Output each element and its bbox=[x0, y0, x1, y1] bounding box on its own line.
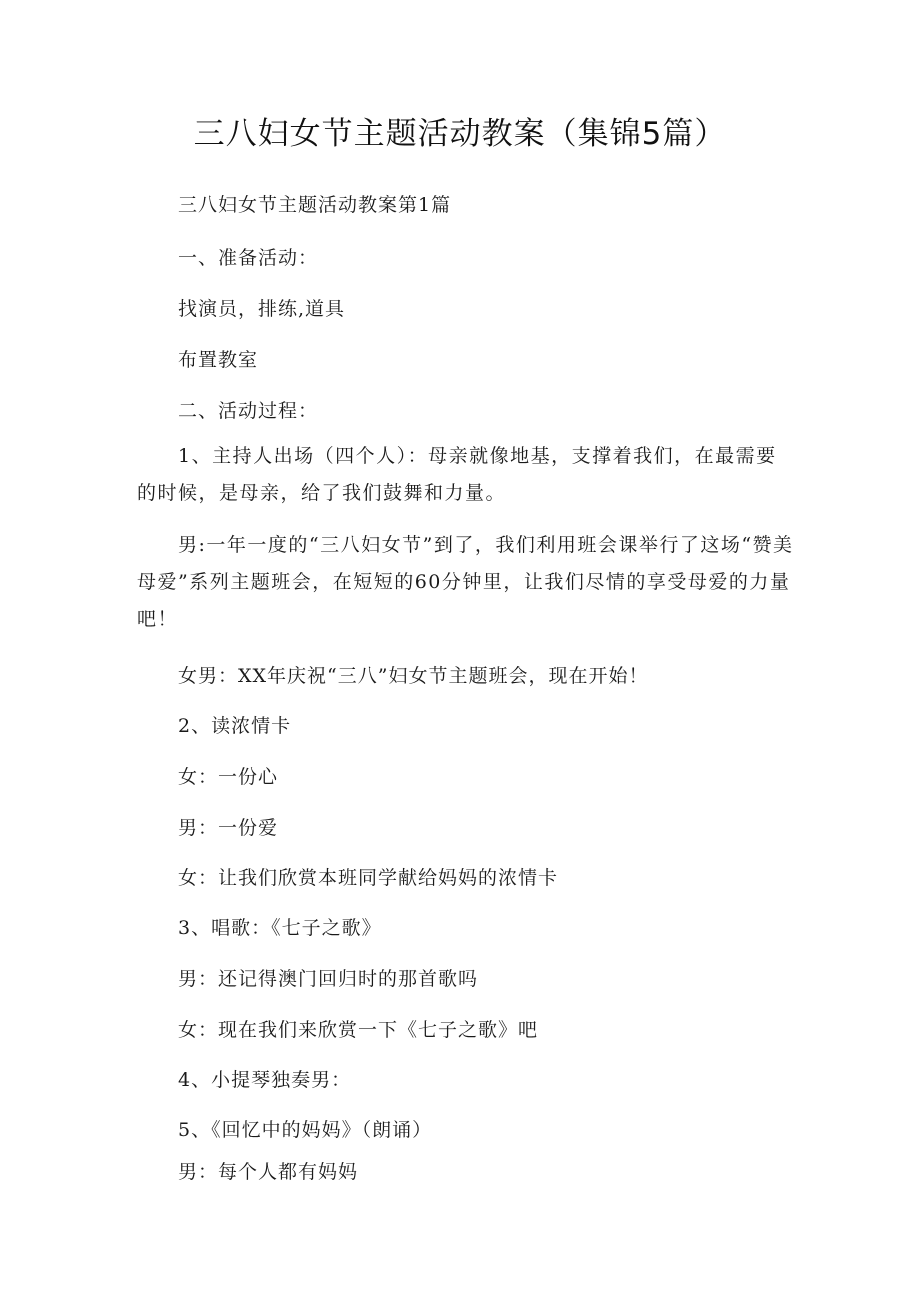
paragraph: 1、主持人出场（四个人）：母亲就像地基，支撑着我们，在最需要的时候，是母亲，给了我们鼓舞和力量。 bbox=[137, 445, 777, 504]
text-line: 4、小提琴独奏男： bbox=[178, 1069, 352, 1091]
text-line: 找演员，排练,道具 bbox=[178, 298, 346, 320]
paragraph: 男:一年一度的“三八妇女节”到了，我们利用班会课举行了这场“赞美母爱”系列主题班会，在短短的60分钟里，让我们尽情的享受母爱的力量吧！ bbox=[137, 534, 794, 630]
text-line: 女男：XX年庆祝“三八”妇女节主题班会，现在开始！ bbox=[178, 665, 649, 687]
document-title: 三八妇女节主题活动教案（集锦5篇） bbox=[193, 116, 727, 152]
text-line: 3、唱歌：《七子之歌》 bbox=[178, 917, 382, 939]
text-line: 2、读浓情卡 bbox=[178, 715, 292, 737]
text-line: 5、《回忆中的妈妈》（朗诵） bbox=[178, 1119, 433, 1141]
text-line: 女：一份心 bbox=[178, 766, 279, 788]
section-heading: 三八妇女节主题活动教案第1篇 bbox=[178, 194, 452, 216]
text-line: 男：每个人都有妈妈 bbox=[178, 1161, 359, 1183]
text-line: 布置教室 bbox=[178, 349, 259, 371]
text-line: 男：一份爱 bbox=[178, 817, 279, 839]
text-line: 男：还记得澳门回归时的那首歌吗 bbox=[178, 968, 479, 990]
text-line: 一、准备活动： bbox=[178, 247, 319, 269]
text-line: 女：让我们欣赏本班同学献给妈妈的浓情卡 bbox=[178, 867, 559, 889]
text-line: 二、活动过程： bbox=[178, 400, 319, 422]
text-line: 女：现在我们来欣赏一下《七子之歌》吧 bbox=[178, 1019, 539, 1041]
